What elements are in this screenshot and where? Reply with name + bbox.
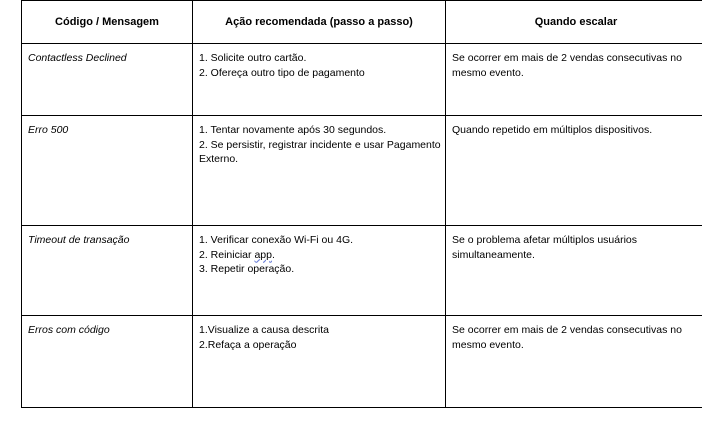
escalate-line: mesmo evento. <box>452 338 524 351</box>
table-row <box>22 116 702 226</box>
code-text: Timeout de transação <box>28 234 130 246</box>
escalate-line: simultaneamente. <box>452 248 535 261</box>
escalate-cell <box>446 316 702 408</box>
table-row <box>22 316 702 408</box>
spellcheck-word: app <box>254 248 272 261</box>
action-cell <box>193 226 446 316</box>
action-line-suffix: . <box>271 248 275 261</box>
header-escalate <box>446 1 702 44</box>
troubleshooting-table <box>21 0 702 408</box>
code-text: Erros com código <box>28 324 110 336</box>
action-cell <box>193 44 446 116</box>
action-line: Externo. <box>199 153 239 166</box>
action-line: 3. Repetir operação. <box>199 263 295 276</box>
action-line: 2.Refaça a operação <box>199 338 297 351</box>
action-line: 2. Se persistir, registrar incidente e usar Pagamento <box>199 138 441 151</box>
action-cell <box>193 116 446 226</box>
escalate-line: mesmo evento. <box>452 66 524 79</box>
code-text: Contactless Declined <box>28 52 127 64</box>
action-line-prefix: 2. Reiniciar <box>199 248 255 261</box>
table-row <box>22 226 702 316</box>
header-action-label: Ação recomendada (passo a passo) <box>225 16 413 28</box>
action-line-with-highlight <box>199 248 445 263</box>
table-row <box>22 44 702 116</box>
code-cell <box>22 116 193 226</box>
header-action <box>193 1 446 44</box>
escalate-line: Se o problema afetar múltiplos usuários <box>452 234 638 246</box>
action-line: 2. Ofereça outro tipo de pagamento <box>199 66 365 79</box>
action-line: 1. Solicite outro cartão. <box>199 52 307 64</box>
action-line: 1. Tentar novamente após 30 segundos. <box>199 124 387 136</box>
header-code <box>22 1 193 44</box>
escalate-line: Se ocorrer em mais de 2 vendas consecutivas no <box>452 324 682 336</box>
escalate-line: Se ocorrer em mais de 2 vendas consecutivas no <box>452 52 682 64</box>
header-code-label: Código / Mensagem <box>55 16 159 28</box>
code-cell <box>22 226 193 316</box>
action-cell <box>193 316 446 408</box>
escalate-cell <box>446 226 702 316</box>
action-line: 1.Visualize a causa descrita <box>199 324 329 336</box>
escalate-line: Quando repetido em múltiplos dispositivos. <box>452 124 653 136</box>
table-header-row <box>22 1 702 44</box>
action-line: 1. Verificar conexão Wi-Fi ou 4G. <box>199 234 354 246</box>
header-escalate-label: Quando escalar <box>534 16 618 28</box>
escalate-cell <box>446 44 702 116</box>
code-text: Erro 500 <box>28 124 69 136</box>
escalate-cell <box>446 116 702 226</box>
code-cell <box>22 44 193 116</box>
code-cell <box>22 316 193 408</box>
